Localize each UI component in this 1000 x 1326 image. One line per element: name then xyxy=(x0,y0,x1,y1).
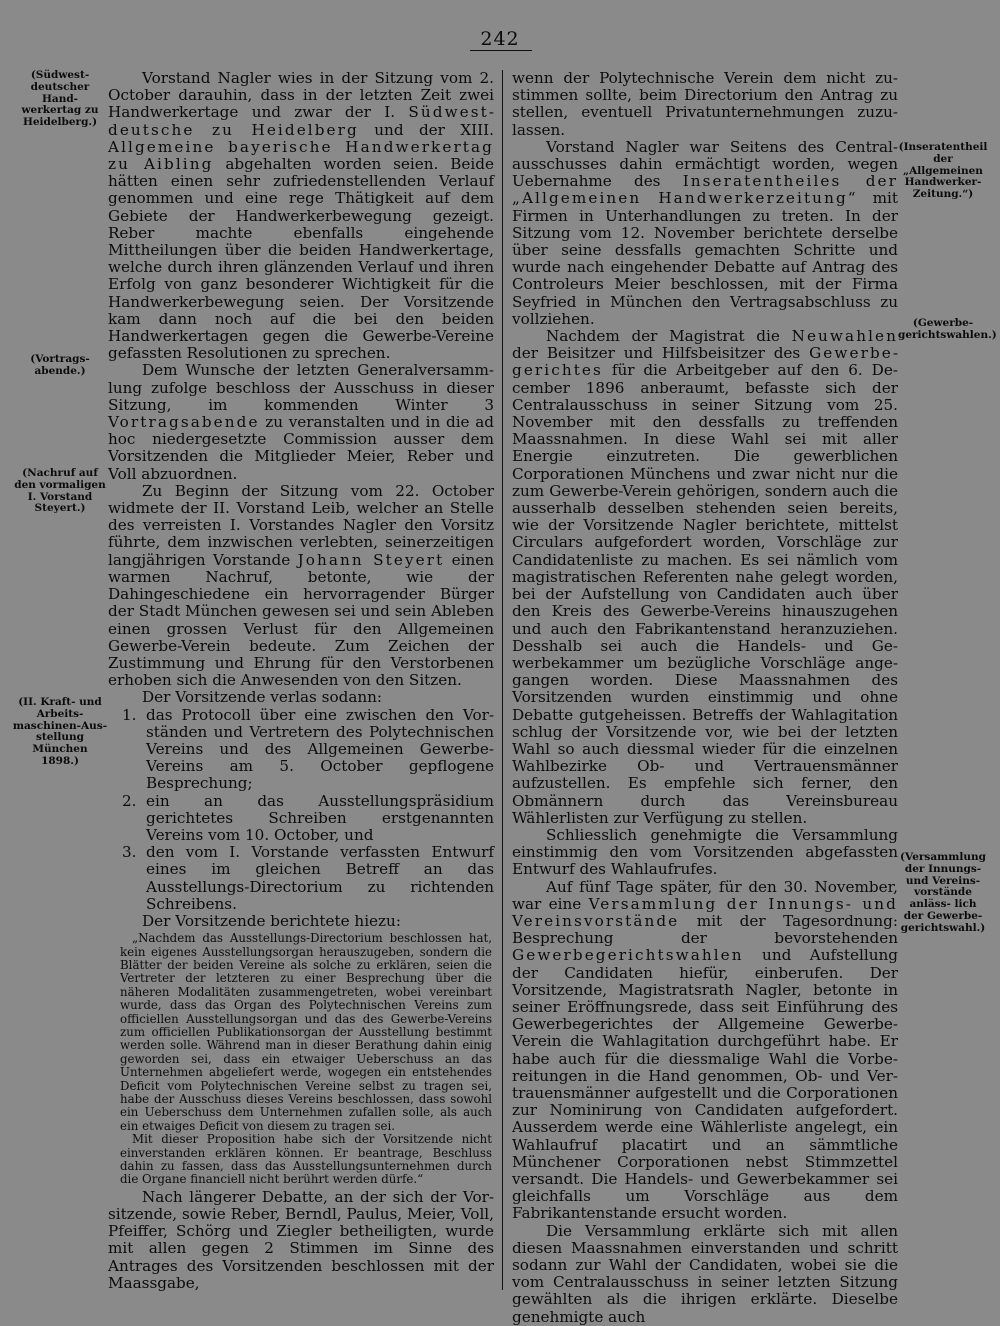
paragraph-wahlaufruf: Schliesslich genehmigte die Versammlung einstimmig den vom Vorsitzenden abgefassten Entwurf des Wahlaufrufes. xyxy=(512,825,898,879)
margin-note-vortragsabende: (Vortrags- abende.) xyxy=(30,353,90,377)
paragraph-neuwahlen: Nachdem der Magistrat die Neuwahlen der Beisitzer und Hilfsbeisitzer des Gewerbegerichtes für die Arbeitgeber auf den 6. December 1896 anberaumt, befasste sich der Centralausschuss in seiner Sitzung vom 25. November mit den dessfalls zu treffenden Maassnahmen. In diese Wahl sei mit aller Energie einzutreten. Die gewerblichen Corporationen Münchens und zwar nicht nur die zum Gewerbe-Verein gehörigen, sondern auch die ausserhalb desselben stehenden seien bereits, wie der Vorsitzende Nagler berichtete, mittelst Circulars aufgefordert worden, Vorschläge zur Candidatenliste zu machen. Es sei nämlich vom magistratischen Referenten nahe gelegt worden, bei der Aufstellung von Candidaten auch über den Kreis des Gewerbe-Vereins hinauszugehen und auch den Fabrikantenstand heranzuziehen. Desshalb sei auch die Handels- und Gewerbekammer um bezügliche Vorschläge angegangen worden. Diese Maassnahmen des Vorsitzenden wurden einstimmig und ohne Debatte gutgeheissen. Betreffs der Wahlagitation schlug der Vorsitzende vor, wie bei der letzten Wahl so auch diessmal wieder für die einzelnen Wahlbezirke Ob- und Vertrauensmänner aufzustellen. Es empfehle sich ferner, den Obmännern durch das Vereinsbureau Wählerlisten zur Verfügung zu stellen. xyxy=(512,327,898,827)
paragraph-candidaten: Die Versammlung erklärte sich mit allen diesen Maassnahmen einverstanden und schritt sodann zur Wahl der Candidaten, wobei sie die vom Centralausschuss in seiner letzten Sitzung gewählten als die ihrigen erklärte. Dieselbe genehmigte auch xyxy=(512,1221,898,1326)
paragraph-debatte: Nach längerer Debatte, an der sich der Vorsitzende, sowie Reber, Berndl, Paulus, Meier, Voll, Pfeiffer, Schörg und Ziegler betheiligten, wurde mit allen gegen 2 Stimmen im Sinne des Antrages des Vorsitzenden beschlossen mit der Maassgabe, xyxy=(108,1187,494,1292)
document-list xyxy=(108,707,494,913)
quote-paragraph: Mit dieser Proposition habe sich der Vorsitzende nicht einverstanden erklären können. Er beantrage, Beschluss dahin zu fassen, dass das Ausstellungsunternehmen durch die Organe financiell nicht berührt werden dürfe.“ xyxy=(120,1132,492,1187)
margin-note-gewerbegerichtswahlen: (Gewerbe- gerichtswahlen.) xyxy=(898,317,997,341)
paragraph-nachruf: Zu Beginn der Sitzung vom 22. October widmete der II. Vorstand Leib, welcher an Stelle des verreisten I. Vorstandes Nagler den Vorsitz führte, dem inzwischen verlebten, seinerzeitigen langjährigen Vorstande Johann Steyert einen warmen Nachruf, betonte, wie der Dahingeschiedene ein hervorragender Bürger der Stadt München gewesen sei und sein Ableben einen grossen Verlust für den Allgemeinen Gewerbe-Verein bedeute. Zum Zeichen der Zustimmung und Ehrung für den Verstorbenen erhoben sich die Anwesenden von den Sitzen. xyxy=(108,481,494,690)
page-number: 242 xyxy=(480,28,520,50)
page-number-rule xyxy=(470,50,532,51)
margin-note-heidelberg: (Südwest- deutscher Hand- werkertag zu Heidelberg.) xyxy=(21,69,99,129)
list-item: 2. ein an das Ausstellungspräsidium gerichtetes Schreiben erstgenannten Vereins vom 10. October, und xyxy=(122,791,494,844)
list-item: 1. das Protocoll über eine zwischen den Vorständen und Vertretern des Polytechnischen Vereins und des Allgemeinen Gewerbe-Vereins am 5. October gepflogene Besprechung; xyxy=(122,705,494,793)
paragraph-verlas: Der Vorsitzende verlas sodann: xyxy=(142,688,383,707)
block-quote xyxy=(120,932,492,1187)
paragraph-handwerkertage: Vorstand Nagler wies in der Sitzung vom 2. October darauhin, dass in der letzten Zeit zwei Handwerkertage und zwar der I. Südwestdeutsche zu Heidelberg und der XIII. Allgemeine bayerische Handwerkertag zu Aibling abgehalten worden seien. Beide hätten einen sehr zufriedenstellenden Verlauf genommen und eine rege Thätigkeit auf dem Gebiete der Handwerkerbewegung gezeigt. Reber machte ebenfalls eingehende Mittheilungen über die beiden Handwerkertage, welche durch ihren glänzenden Verlauf und ihren Erfolg von ganz besonderer Wichtigkeit für die Handwerkerbewegung seien. Der Vorsitzende kam dann noch auf die bei den beiden Handwerkertagen gegen die Gewerbe-Vereine gefassten Resolutionen zu sprechen. xyxy=(108,69,494,363)
margin-note-inseratentheil: (Inseratentheil der „Allgemeinen Handwerker- Zeitung.“) xyxy=(898,141,988,201)
paragraph-vortragsabende: Dem Wunsche der letzten Generalversammlung zufolge beschloss der Ausschuss in dieser Sitzung, im kommenden Winter 3 Vortragsabende zu veranstalten und in die ad hoc niedergesetzte Commission ausser dem Vorsitzenden die Mitglieder Meier, Reber und Voll abzuordnen. xyxy=(108,361,494,483)
paragraph-berichtete: Der Vorsitzende berichtete hiezu: xyxy=(142,911,401,930)
paragraph-inseratentheil: Vorstand Nagler war Seitens des Centralausschusses dahin ermächtigt worden, wegen Uebernahme des Inseratentheiles der „Allgemeinen Handwerkerzeitung“ mit Firmen in Unterhandlungen zu treten. In der Sitzung vom 12. November berichtete derselbe über seine dessfalls gemachten Schritte und wurde nach eingehender Debatte auf Antrag des Controleurs Meier beschlossen, mit der Firma Seyfried in München den Vertragsabschluss zu vollziehen. xyxy=(512,137,898,328)
column-divider xyxy=(502,70,503,1290)
paragraph-continuation: wenn der Polytechnische Verein dem nicht zustimmen sollte, beim Directorium den Antrag zu stellen, eventuell Privatunternehmungen zuzulassen. xyxy=(512,69,898,139)
right-column xyxy=(512,70,898,1326)
margin-note-ausstellung: (II. Kraft- und Arbeits- maschinen-Aus- stellung München 1898.) xyxy=(12,696,108,767)
paragraph-versammlung: Auf fünf Tage später, für den 30. November, war eine Versammlung der Innungs- und Vereinsvorstände mit der Tagesordnung: Besprechung der bevorstehenden Gewerbegerichtswahlen und Aufstellung der Candidaten hiefür, einberufen. Der Vorsitzende, Magistratsrath Nagler, betonte in seiner Eröffnungsrede, dass seit Einführung des Gewerbegerichtes der Allgemeine Gewerbe-Verein die Wahlagitation durchgeführt habe. Er habe auch für die diessmalige Wahl die Vorbereitungen in die Hand genommen, Ob- und Vertrauensmänner aufgestellt und die Corporationen zur Nominirung von Candidaten aufgefordert. Ausserdem werde eine Wählerliste angelegt, ein Wahlaufruf placatirt und an sämmtliche Münchener Corporationen nebst Stimmzettel versandt. Die Handels- und Gewerbekammer sei gleichfalls um Vorschläge aus dem Fabrikantenstande ersucht worden. xyxy=(512,877,898,1223)
left-column xyxy=(108,70,494,1292)
margin-note-steyert: (Nachruf auf den vormaligen I. Vorstand Steyert.) xyxy=(14,467,106,515)
quote-paragraph: „Nachdem das Ausstellungs-Directorium beschlossen hat, kein eigenes Ausstellungsorgan herauszugeben, sondern die Blätter der beiden Vereine als solche zu erklären, seien die Vertreter der letzteren zu einer Besprechung über die näheren Modalitäten zusammengetreten, wobei vereinbart wurde, dass das Organ des Polytechnischen Vereins zum officiellen Ausstellungsorgan und das des Gewerbe-Vereins zum officiellen Publikationsorgan der Ausstellung bestimmt werden solle. Während man in dieser Berathung dahin einig geworden sei, dass ein etwaiger Ueberschuss an das Unternehmen abgeliefert werde, wogegen ein entstehendes Deficit vom Polytechnischen Vereine selbst zu tragen sei, habe der Ausschuss dieses Vereins beschlossen, dass sowohl ein Ueberschuss dem Unternehmen zufallen solle, als auch ein etwaiges Deficit von diesem zu tragen sei. xyxy=(120,931,492,1133)
list-item: 3. den vom I. Vorstande verfassten Entwurf eines im gleichen Betreff an das Ausstellungs-Directorium zu richtenden Schreibens. xyxy=(122,843,494,913)
margin-note-versammlung: (Versammlung der Innungs- und Vereins- vorstände anläss- lich der Gewerbe- gerichtswahl.) xyxy=(900,851,986,934)
